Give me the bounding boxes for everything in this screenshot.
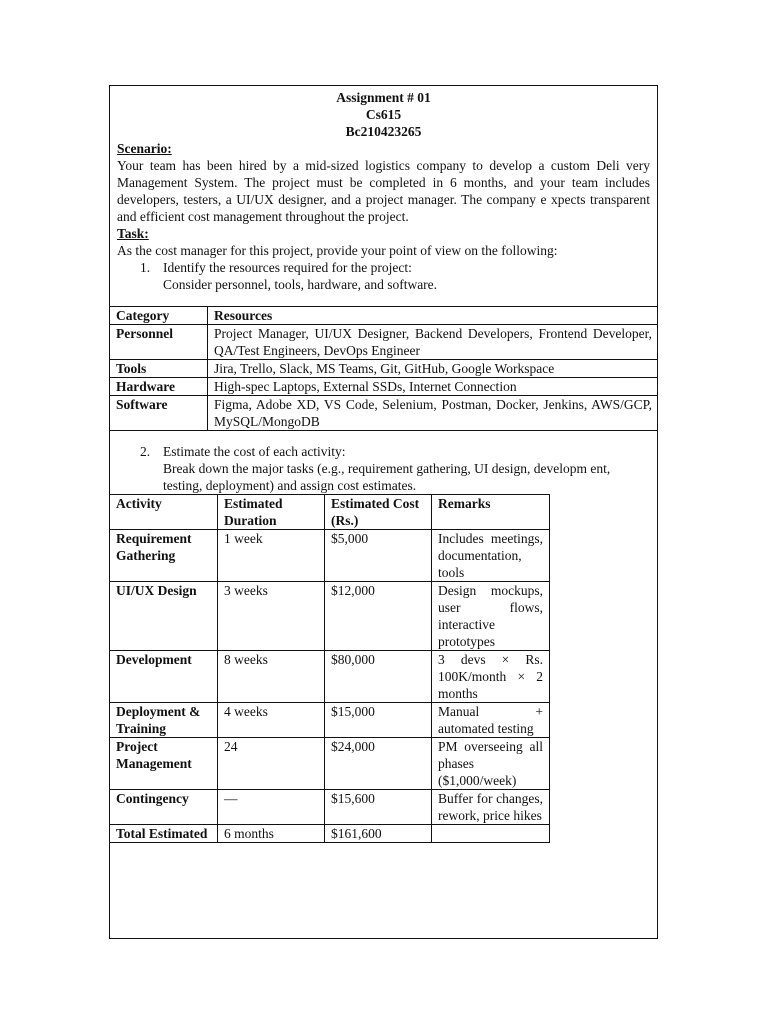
scenario-heading: Scenario: [117,141,172,156]
remarks-cell: Includes meetings, documentation, tools [432,530,550,582]
duration-cell: 24 [218,738,325,790]
cost-cell: $12,000 [325,582,432,651]
duration-cell: 3 weeks [218,582,325,651]
remarks-cell [432,825,550,843]
column-header: Resources [208,307,658,325]
activity-cell: Total Estimated [110,825,218,843]
duration-cell: 4 weeks [218,703,325,738]
table-row [110,582,550,651]
duration-cell: 1 week [218,530,325,582]
scenario-text: Your team has been hired by a mid-sized logistics company to develop a custom Deli very Management System. The project must be completed in 6 months, and your team includes developers, testers, a UI/UX designer, and a project manager. The company e xpects transparent and efficient cost management throughout the project. [117,158,650,224]
activity-cell: Development [110,651,218,703]
assignment-title: Assignment # 01 [336,90,431,105]
column-header: Activity [110,495,218,530]
list-item-title: Identify the resources required for the project: [163,260,412,275]
cost-cell: $161,600 [325,825,432,843]
remarks-cell: Buffer for changes, rework, price hikes [432,790,550,825]
list-item-subtext: Consider personnel, tools, hardware, and software. [163,277,438,292]
list-item-1 [140,259,650,293]
resources-cell: Jira, Trello, Slack, MS Teams, Git, GitHub, Google Workspace [208,360,658,378]
remarks-cell: PM overseeing all phases ($1,000/week) [432,738,550,790]
cost-cell: $5,000 [325,530,432,582]
activity-cell: Deployment & Training [110,703,218,738]
category-cell: Hardware [110,378,208,396]
cost-cell: $80,000 [325,651,432,703]
table-total-row [110,825,550,843]
activity-cell: Contingency [110,790,218,825]
column-header: Estimated Cost (Rs.) [325,495,432,530]
document-header [110,89,657,140]
table-row [110,790,550,825]
category-cell: Software [110,396,208,431]
document-page [109,85,658,939]
activity-cost-table [110,494,550,843]
cost-cell: $24,000 [325,738,432,790]
category-cell: Tools [110,360,208,378]
resources-cell: High-spec Laptops, External SSDs, Internet Connection [208,378,658,396]
resources-cell: Figma, Adobe XD, VS Code, Selenium, Postman, Docker, Jenkins, AWS/GCP, MySQL/MongoDB [208,396,658,431]
task-intro: As the cost manager for this project, provide your point of view on the following: [117,243,558,258]
resources-table [110,306,657,431]
column-header: Remarks [432,495,550,530]
column-header: Estimated Duration [218,495,325,530]
remarks-cell: Design mockups, user flows, interactive prototypes [432,582,550,651]
cost-cell: $15,000 [325,703,432,738]
table-row [110,396,657,431]
course-code: Cs615 [365,107,402,122]
category-cell: Personnel [110,325,208,360]
activity-cell: Project Management [110,738,218,790]
activity-cell: UI/UX Design [110,582,218,651]
table-header-row [110,495,550,530]
list-item-subtext: Break down the major tasks (e.g., requirement gathering, UI design, developm ent, testing, deployment) and assign cost estimates. [163,461,611,493]
table-row [110,360,657,378]
table-row [110,530,550,582]
table-row [110,703,550,738]
resources-cell: Project Manager, UI/UX Designer, Backend Developers, Frontend Developer, QA/Test Engineers, DevOps Engineer [208,325,658,360]
table-row [110,651,550,703]
table-header-row [110,307,657,325]
list-item-title: Estimate the cost of each activity: [163,444,346,459]
activity-cell: Requirement Gathering [110,530,218,582]
table-row [110,378,657,396]
duration-cell: — [218,790,325,825]
cost-cell: $15,600 [325,790,432,825]
duration-cell: 8 weeks [218,651,325,703]
column-header: Category [110,307,208,325]
list-item-2 [140,443,650,494]
list-number: 2. [140,444,151,459]
student-id: Bc210423265 [345,124,422,139]
table-row [110,738,550,790]
list-number: 1. [140,260,151,275]
remarks-cell: Manual + automated testing [432,703,550,738]
duration-cell: 6 months [218,825,325,843]
task-heading: Task: [117,226,149,241]
table-row [110,325,657,360]
remarks-cell: 3 devs × Rs. 100K/month × 2 months [432,651,550,703]
